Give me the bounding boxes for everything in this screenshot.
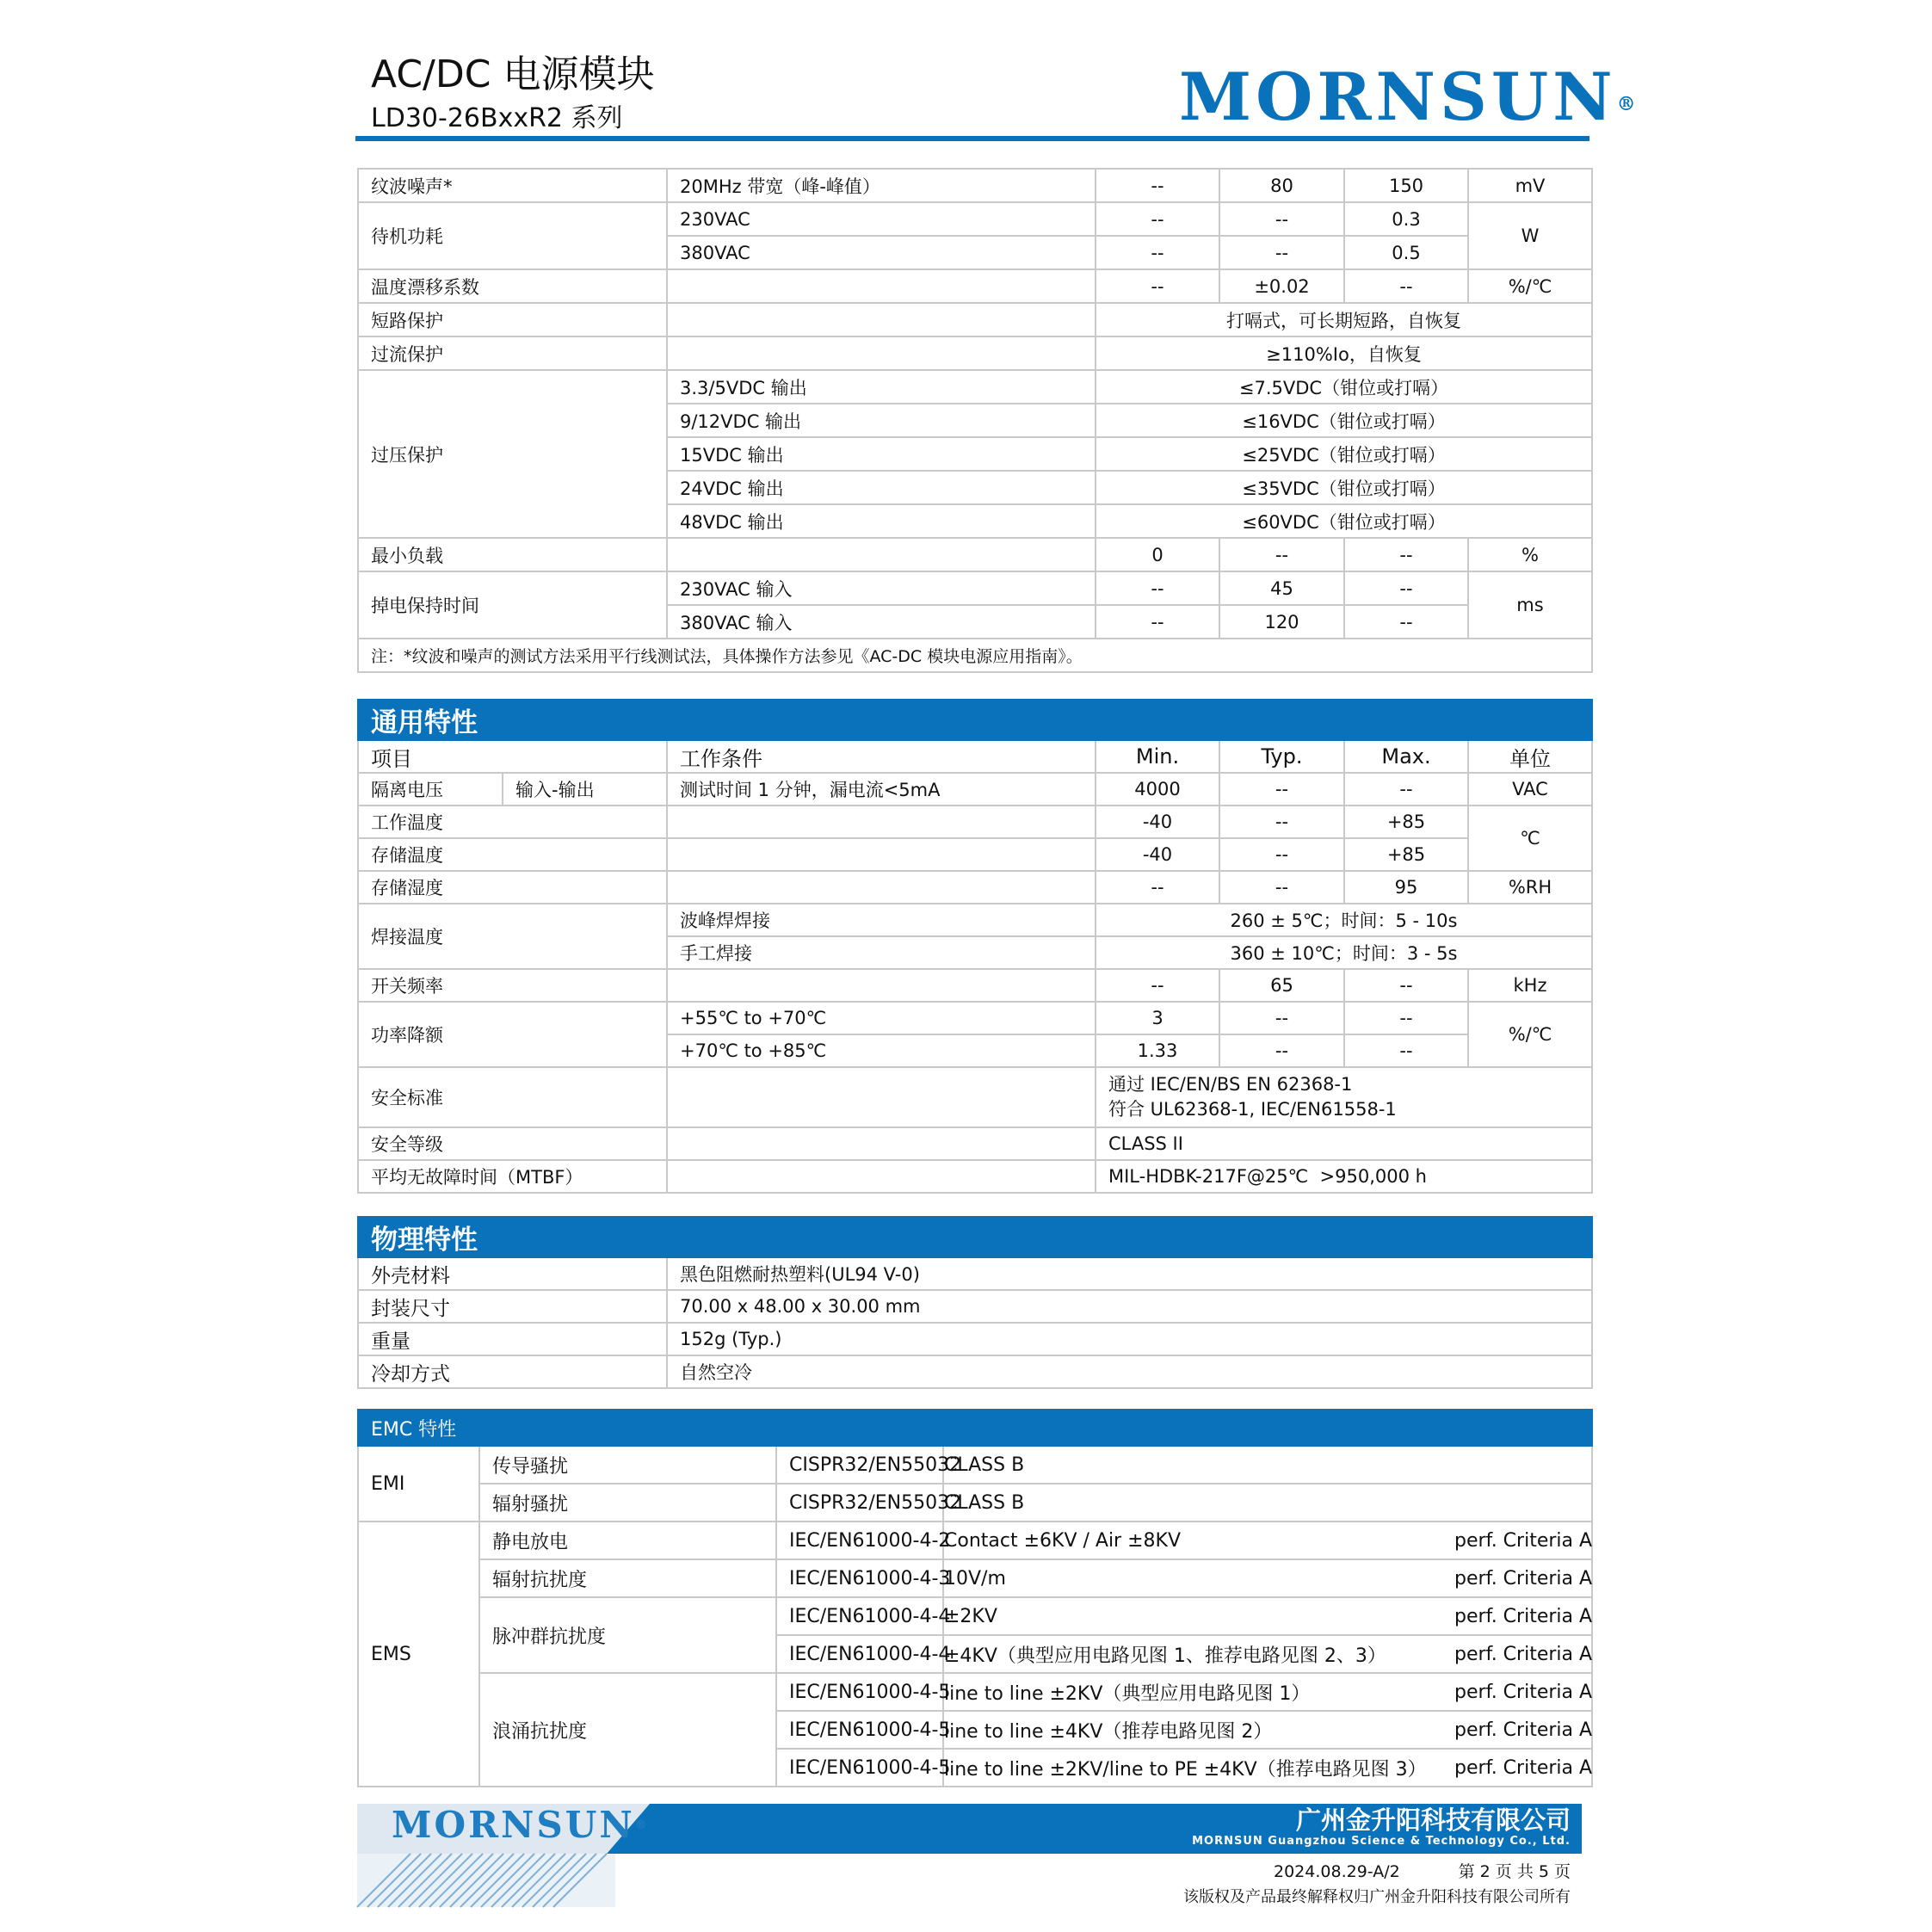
unit: kHz [1468, 969, 1592, 1002]
unit: %RH [1468, 871, 1592, 904]
registered-mark: ® [1616, 93, 1636, 115]
table-row [358, 571, 1592, 605]
item-label: 纹波噪声* [358, 169, 667, 202]
table-row [358, 1067, 1592, 1127]
test-criteria: perf. Criteria A [1442, 1522, 1592, 1559]
spec-value: ≤25VDC（钳位或打嗝） [1096, 437, 1592, 471]
condition: 3.3/5VDC 输出 [667, 370, 1096, 404]
table-row [358, 269, 1592, 303]
output-spec-table [357, 168, 1593, 673]
test-level: line to line ±2KV/line to PE ±4KV（推荐电路见图 3） [943, 1749, 1442, 1787]
test-criteria: perf. Criteria A [1442, 1597, 1592, 1635]
condition: 测试时间 1 分钟，漏电流<5mA [667, 773, 1096, 806]
typ-value: 65 [1219, 969, 1344, 1002]
section-title: 通用特性 [358, 700, 1592, 740]
company-name-cn: 广州金升阳科技有限公司 [1295, 1805, 1571, 1835]
table-row [358, 1559, 1592, 1597]
item-label: 外壳材料 [358, 1257, 667, 1290]
test-level: Contact ±6KV / Air ±8KV [943, 1522, 1442, 1559]
typ-value: 80 [1219, 169, 1344, 202]
max-value: -- [1344, 969, 1468, 1002]
test-standard: IEC/EN61000-4-2 [776, 1522, 943, 1559]
max-value: +85 [1344, 806, 1468, 838]
copyright-notice: 该版权及产品最终解释权归广州金升阳科技有限公司所有 [1183, 1888, 1571, 1906]
test-criteria: perf. Criteria A [1442, 1635, 1592, 1673]
table-row [358, 871, 1592, 904]
test-name: 浪涌抗扰度 [479, 1673, 776, 1787]
item-label: 掉电保持时间 [358, 571, 667, 639]
column-header: 工作条件 [667, 740, 1096, 773]
spec-value: CLASS II [1096, 1127, 1592, 1160]
typ-value: ±0.02 [1219, 269, 1344, 303]
item-label: 平均无故障时间（MTBF） [358, 1160, 667, 1193]
table-row [358, 773, 1592, 806]
max-value: -- [1344, 605, 1468, 639]
condition [667, 538, 1096, 571]
page-number: 第 2 页 共 5 页 [1458, 1862, 1571, 1881]
typ-value: -- [1219, 202, 1344, 236]
item-label: 过流保护 [358, 336, 667, 370]
table-row [358, 1323, 1592, 1355]
spec-value [1096, 1067, 1592, 1127]
condition: 380VAC [667, 236, 1096, 269]
max-value: 0.5 [1344, 236, 1468, 269]
spec-value: 黑色阻燃耐热塑料(UL94 V-0) [667, 1257, 1592, 1290]
column-header: 项目 [358, 740, 667, 773]
spec-value: ≤60VDC（钳位或打嗝） [1096, 504, 1592, 538]
typ-value: -- [1219, 773, 1344, 806]
condition [667, 303, 1096, 336]
table-row [358, 303, 1592, 336]
item-label: 功率降额 [358, 1002, 667, 1067]
test-criteria: perf. Criteria A [1442, 1673, 1592, 1711]
general-spec-table [357, 699, 1593, 1194]
min-value: 1.33 [1096, 1034, 1219, 1067]
spec-value: MIL-HDBK-217F@25℃ >950,000 h [1096, 1160, 1592, 1193]
table-row [358, 1446, 1592, 1484]
item-label: 重量 [358, 1323, 667, 1355]
max-value: -- [1344, 1034, 1468, 1067]
table-row [358, 1355, 1592, 1388]
test-level: ±4KV（典型应用电路见图 1、推荐电路见图 2、3） [943, 1635, 1442, 1673]
typ-value: -- [1219, 538, 1344, 571]
condition [667, 269, 1096, 303]
registered-mark: ® [634, 1818, 647, 1832]
item-label: 待机功耗 [358, 202, 667, 269]
header-divider [355, 136, 1589, 141]
condition: 24VDC 输出 [667, 471, 1096, 504]
item-label: 短路保护 [358, 303, 667, 336]
table-row [358, 370, 1592, 404]
test-standard: CISPR32/EN55032 [776, 1484, 943, 1522]
min-value: -- [1096, 605, 1219, 639]
item-label: 安全等级 [358, 1127, 667, 1160]
test-level: line to line ±4KV（推荐电路见图 2） [943, 1711, 1442, 1749]
test-standard: CISPR32/EN55032 [776, 1446, 943, 1484]
footer-hatch-pattern [357, 1854, 615, 1907]
footer-logo [392, 1801, 647, 1849]
table-row [358, 202, 1592, 236]
condition: +70℃ to +85℃ [667, 1034, 1096, 1067]
item-label: 温度漂移系数 [358, 269, 667, 303]
test-criteria: perf. Criteria A [1442, 1749, 1592, 1787]
min-value: -- [1096, 269, 1219, 303]
unit: W [1468, 202, 1592, 269]
condition: 230VAC 输入 [667, 571, 1096, 605]
table-row [358, 1484, 1592, 1522]
max-value: 95 [1344, 871, 1468, 904]
test-criteria: perf. Criteria A [1442, 1559, 1592, 1597]
item-label: 安全标准 [358, 1067, 667, 1127]
table-row [358, 1597, 1592, 1635]
unit: %/℃ [1468, 269, 1592, 303]
page-title: AC/DC 电源模块 [371, 52, 655, 96]
unit: mV [1468, 169, 1592, 202]
table-row [358, 1002, 1592, 1034]
table-row [358, 1127, 1592, 1160]
table-row [358, 538, 1592, 571]
min-value: -40 [1096, 838, 1219, 871]
condition: 9/12VDC 输出 [667, 404, 1096, 437]
max-value: -- [1344, 1002, 1468, 1034]
section-title: 物理特性 [358, 1217, 1592, 1257]
item-label: 工作温度 [358, 806, 667, 838]
test-level: 10V/m [943, 1559, 1442, 1597]
section-header-row [358, 700, 1592, 740]
condition: 48VDC 输出 [667, 504, 1096, 538]
condition [667, 1067, 1096, 1127]
max-value: +85 [1344, 838, 1468, 871]
test-standard: IEC/EN61000-4-5 [776, 1749, 943, 1787]
table-row [358, 1290, 1592, 1323]
condition [667, 969, 1096, 1002]
table-row [358, 169, 1592, 202]
emc-spec-table [357, 1409, 1593, 1787]
item-label: 存储温度 [358, 838, 667, 871]
condition: 230VAC [667, 202, 1096, 236]
test-name: 脉冲群抗扰度 [479, 1597, 776, 1673]
column-header: Min. [1096, 740, 1219, 773]
typ-value: -- [1219, 806, 1344, 838]
section-header-row [358, 1217, 1592, 1257]
condition [667, 871, 1096, 904]
typ-value: -- [1219, 871, 1344, 904]
unit: ms [1468, 571, 1592, 639]
table-row [358, 1673, 1592, 1711]
max-value: 150 [1344, 169, 1468, 202]
condition [667, 1160, 1096, 1193]
spec-value: 打嗝式，可长期短路，自恢复 [1096, 303, 1592, 336]
spec-value: ≥110%Io，自恢复 [1096, 336, 1592, 370]
table-row [358, 806, 1592, 838]
spec-value: ≤16VDC（钳位或打嗝） [1096, 404, 1592, 437]
condition [667, 336, 1096, 370]
condition [667, 1127, 1096, 1160]
test-level: line to line ±2KV（典型应用电路见图 1） [943, 1673, 1442, 1711]
table-row [358, 639, 1592, 672]
min-value: -- [1096, 202, 1219, 236]
item-label: 存储湿度 [358, 871, 667, 904]
condition [667, 838, 1096, 871]
unit: VAC [1468, 773, 1592, 806]
spec-line: 符合 UL62368-1, IEC/EN61558-1 [1108, 1099, 1397, 1120]
max-value: -- [1344, 269, 1468, 303]
item-label: 开关频率 [358, 969, 667, 1002]
spec-value: ≤35VDC（钳位或打嗝） [1096, 471, 1592, 504]
document-version: 2024.08.29-A/2 [1274, 1862, 1400, 1881]
test-level: CLASS B [943, 1484, 1592, 1522]
unit: ℃ [1468, 806, 1592, 871]
footnote: 注：*纹波和噪声的测试方法采用平行线测试法，具体操作方法参见《AC-DC 模块电源应用指南》。 [358, 639, 1592, 672]
column-header: 单位 [1468, 740, 1592, 773]
spec-value: 152g (Typ.) [667, 1323, 1592, 1355]
spec-value: 260 ± 5℃；时间：5 - 10s [1096, 904, 1592, 936]
brand-name: MORNSUN [1179, 59, 1617, 135]
condition: 20MHz 带宽（峰-峰值） [667, 169, 1096, 202]
column-header: Max. [1344, 740, 1468, 773]
spec-value: 70.00 x 48.00 x 30.00 mm [667, 1290, 1592, 1323]
test-level: ±2KV [943, 1597, 1442, 1635]
min-value: -- [1096, 169, 1219, 202]
test-level: CLASS B [943, 1446, 1592, 1484]
condition: +55℃ to +70℃ [667, 1002, 1096, 1034]
spec-value: 自然空冷 [667, 1355, 1592, 1388]
typ-value: -- [1219, 236, 1344, 269]
min-value: 4000 [1096, 773, 1219, 806]
condition [667, 806, 1096, 838]
item-label: 过压保护 [358, 370, 667, 538]
item-label: 冷却方式 [358, 1355, 667, 1388]
min-value: 3 [1096, 1002, 1219, 1034]
test-standard: IEC/EN61000-4-5 [776, 1673, 943, 1711]
spec-value: ≤7.5VDC（钳位或打嗝） [1096, 370, 1592, 404]
test-standard: IEC/EN61000-4-4 [776, 1597, 943, 1635]
table-row [358, 1522, 1592, 1559]
typ-value: -- [1219, 838, 1344, 871]
max-value: 0.3 [1344, 202, 1468, 236]
min-value: -- [1096, 236, 1219, 269]
emc-group-label: EMI [358, 1446, 479, 1522]
test-name: 辐射抗扰度 [479, 1559, 776, 1597]
column-header-row [358, 740, 1592, 773]
condition: 380VAC 输入 [667, 605, 1096, 639]
column-header: Typ. [1219, 740, 1344, 773]
section-title: EMC 特性 [358, 1410, 1592, 1446]
table-row [358, 1160, 1592, 1193]
emc-group-label: EMS [358, 1522, 479, 1787]
min-value: 0 [1096, 538, 1219, 571]
max-value: -- [1344, 773, 1468, 806]
unit: % [1468, 538, 1592, 571]
test-standard: IEC/EN61000-4-5 [776, 1711, 943, 1749]
typ-value: 45 [1219, 571, 1344, 605]
test-name: 辐射骚扰 [479, 1484, 776, 1522]
min-value: -- [1096, 969, 1219, 1002]
table-row [358, 969, 1592, 1002]
brand-logo [1179, 59, 1636, 136]
page-subtitle: LD30-26BxxR2 系列 [371, 103, 623, 133]
physical-spec-table [357, 1216, 1593, 1389]
table-row [358, 1257, 1592, 1290]
test-criteria: perf. Criteria A [1442, 1711, 1592, 1749]
condition: 手工焊接 [667, 936, 1096, 969]
max-value: -- [1344, 571, 1468, 605]
brand-name: MORNSUN [392, 1804, 635, 1846]
table-row [358, 838, 1592, 871]
test-name: 静电放电 [479, 1522, 776, 1559]
section-header-row [358, 1410, 1592, 1446]
condition: 波峰焊焊接 [667, 904, 1096, 936]
spec-value: 360 ± 10℃；时间：3 - 5s [1096, 936, 1592, 969]
item-label: 焊接温度 [358, 904, 667, 969]
item-label: 隔离电压 [358, 773, 503, 806]
table-row [358, 904, 1592, 936]
company-name-en: MORNSUN Guangzhou Science & Technology Co., Ltd. [1192, 1835, 1571, 1848]
table-row [358, 336, 1592, 370]
min-value: -40 [1096, 806, 1219, 838]
condition: 15VDC 输出 [667, 437, 1096, 471]
unit: %/℃ [1468, 1002, 1592, 1067]
item-label: 最小负载 [358, 538, 667, 571]
max-value: -- [1344, 538, 1468, 571]
typ-value: 120 [1219, 605, 1344, 639]
min-value: -- [1096, 871, 1219, 904]
test-standard: IEC/EN61000-4-3 [776, 1559, 943, 1597]
typ-value: -- [1219, 1034, 1344, 1067]
typ-value: -- [1219, 1002, 1344, 1034]
min-value: -- [1096, 571, 1219, 605]
test-name: 传导骚扰 [479, 1446, 776, 1484]
test-standard: IEC/EN61000-4-4 [776, 1635, 943, 1673]
spec-line: 通过 IEC/EN/BS EN 62368-1 [1108, 1074, 1353, 1095]
item-sublabel: 输入-输出 [503, 773, 667, 806]
item-label: 封装尺寸 [358, 1290, 667, 1323]
